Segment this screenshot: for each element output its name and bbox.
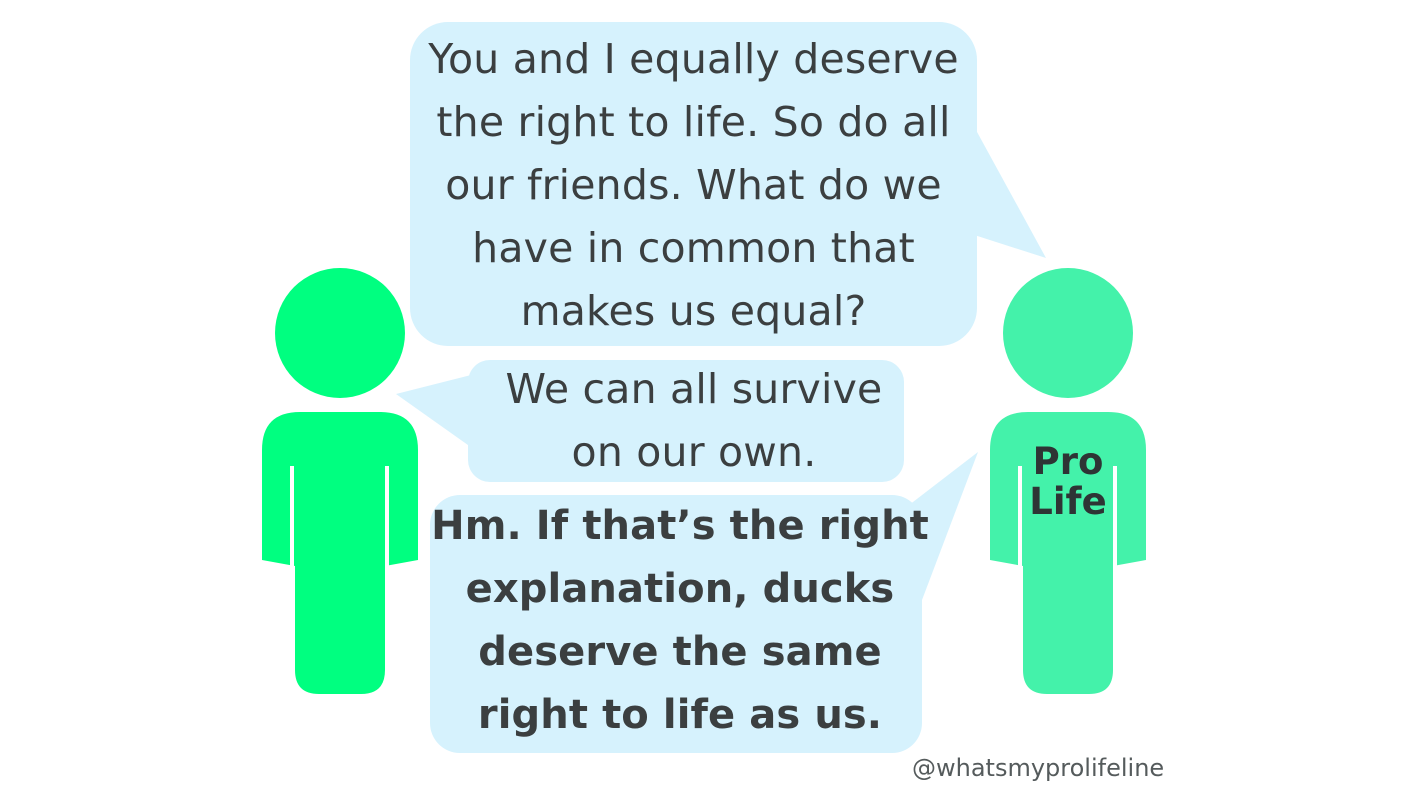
pro-life-shirt-text: Pro Life: [1029, 440, 1107, 523]
right-person-head: [1003, 268, 1133, 398]
bottom-bubble-text: Hm. If that’s the right explanation, ducks deserve the same right to life as us.: [431, 503, 929, 738]
top-bubble-text: You and I equally deserve the right to life. So do all our friends. What do we have in common that makes us equal?: [428, 35, 959, 335]
left-person: [262, 268, 418, 694]
middle-bubble-text: We can all survive on our own.: [505, 365, 883, 476]
left-person-head: [275, 268, 405, 398]
social-handle: @whatsmyprolifeline: [912, 754, 1165, 782]
left-person-body: [262, 412, 418, 694]
top-bubble-tail: [965, 110, 1046, 258]
